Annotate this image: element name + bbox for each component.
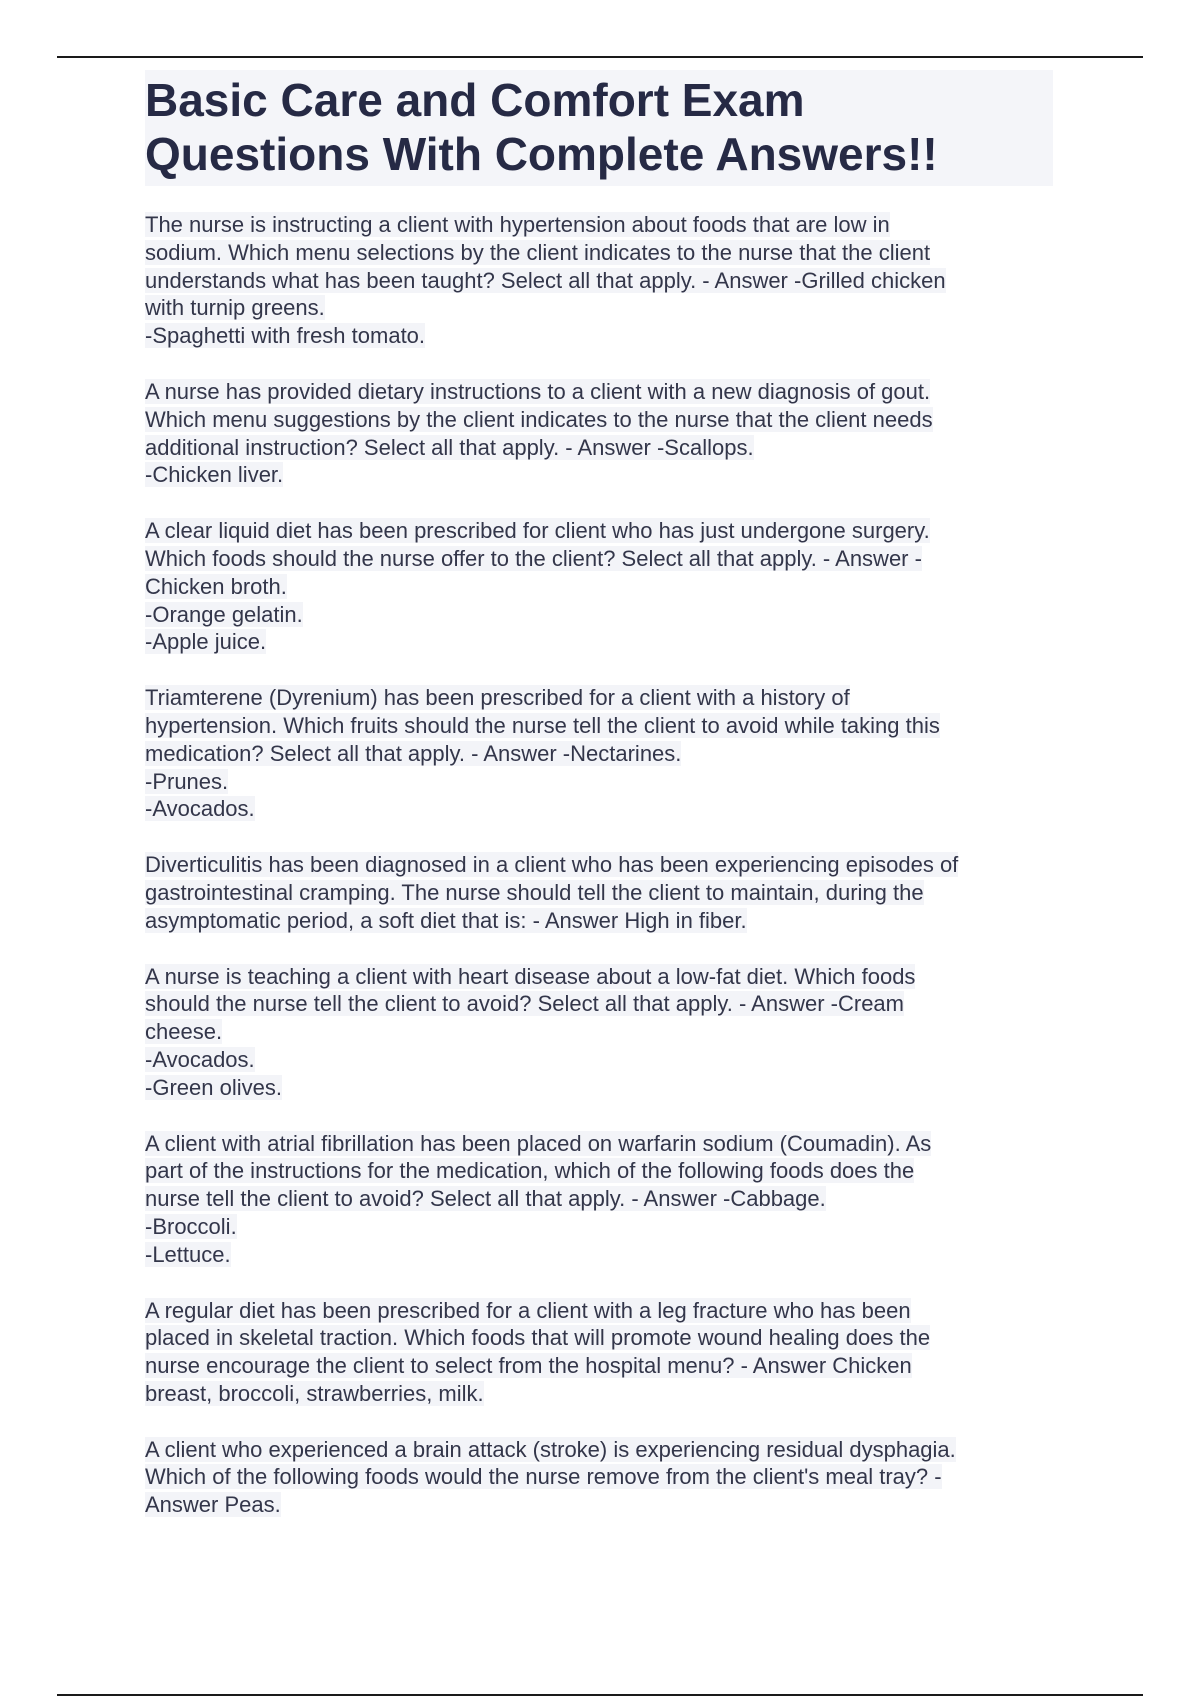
qa-line <box>145 1157 1055 1185</box>
qa-line-text: -Avocados. <box>145 1046 255 1072</box>
qa-line <box>145 1436 1055 1464</box>
qa-line-text: Answer Peas. <box>145 1492 281 1518</box>
qa-item <box>145 1297 1055 1408</box>
qa-item <box>145 517 1055 656</box>
qa-line <box>145 1185 1055 1213</box>
qa-item <box>145 378 1055 489</box>
qa-line <box>145 628 1055 656</box>
qa-line <box>145 1074 1055 1102</box>
qa-line-text: Chicken broth. <box>145 573 287 599</box>
qa-line-text: Which of the following foods would the nurse remove from the client's meal tray? - <box>145 1464 942 1490</box>
qa-line <box>145 461 1055 489</box>
qa-line-text: -Broccoli. <box>145 1213 237 1239</box>
qa-line <box>145 1352 1055 1380</box>
qa-line <box>145 768 1055 796</box>
qa-line-text: A nurse has provided dietary instructions to a client with a new diagnosis of gout. <box>145 378 931 404</box>
qa-line <box>145 517 1055 545</box>
qa-line-text: A regular diet has been prescribed for a client with a leg fracture who has been <box>145 1297 911 1323</box>
qa-line <box>145 1130 1055 1158</box>
qa-line-text: placed in skeletal traction. Which foods that will promote wound healing does the <box>145 1325 931 1351</box>
qa-item <box>145 684 1055 823</box>
qa-line <box>145 1380 1055 1408</box>
qa-line <box>145 1297 1055 1325</box>
document-body <box>145 70 1055 1547</box>
document-title <box>145 73 1053 181</box>
qa-line-text: understands what has been taught? Select all that apply. - Answer -Grilled chicken <box>145 267 946 293</box>
qa-line <box>145 239 1055 267</box>
qa-line-text: -Chicken liver. <box>145 462 284 488</box>
qa-line <box>145 545 1055 573</box>
title-block <box>145 70 1053 186</box>
qa-list <box>145 211 1055 1519</box>
qa-item <box>145 211 1055 350</box>
qa-line-text: Which foods should the nurse offer to the client? Select all that apply. - Answer - <box>145 545 922 571</box>
qa-line-text: -Apple juice. <box>145 629 267 655</box>
qa-line <box>145 1213 1055 1241</box>
qa-line-text: -Green olives. <box>145 1074 282 1100</box>
qa-line <box>145 1018 1055 1046</box>
qa-line-text: -Prunes. <box>145 768 229 794</box>
qa-line-text: nurse tell the client to avoid? Select all that apply. - Answer -Cabbage. <box>145 1186 826 1212</box>
qa-line-text: -Spaghetti with fresh tomato. <box>145 323 426 349</box>
qa-line <box>145 1491 1055 1519</box>
qa-line <box>145 406 1055 434</box>
qa-line <box>145 434 1055 462</box>
qa-line-text: Triamterene (Dyrenium) has been prescribed for a client with a history of <box>145 685 850 711</box>
qa-line-text: A client who experienced a brain attack (stroke) is experiencing residual dysphagia. <box>145 1436 956 1462</box>
qa-line-text: -Orange gelatin. <box>145 601 303 627</box>
qa-line <box>145 267 1055 295</box>
qa-line <box>145 684 1055 712</box>
qa-line-text: Which menu suggestions by the client indicates to the nurse that the client needs <box>145 406 933 432</box>
qa-line-text: should the nurse tell the client to avoid? Select all that apply. - Answer -Cream <box>145 991 904 1017</box>
qa-line <box>145 1463 1055 1491</box>
qa-line <box>145 907 1055 935</box>
qa-line <box>145 601 1055 629</box>
qa-line <box>145 1324 1055 1352</box>
qa-line <box>145 851 1055 879</box>
qa-line-text: medication? Select all that apply. - Answer -Nectarines. <box>145 740 682 766</box>
qa-line-text: The nurse is instructing a client with hypertension about foods that are low in <box>145 212 890 237</box>
qa-item <box>145 851 1055 934</box>
qa-line-text: Diverticulitis has been diagnosed in a client who has been experiencing episodes of <box>145 852 959 878</box>
qa-line-text: additional instruction? Select all that apply. - Answer -Scallops. <box>145 434 754 460</box>
footer-rule <box>57 1694 1143 1696</box>
qa-line <box>145 378 1055 406</box>
qa-line <box>145 990 1055 1018</box>
qa-line-text: cheese. <box>145 1019 223 1045</box>
qa-item <box>145 1436 1055 1519</box>
qa-line <box>145 795 1055 823</box>
qa-item <box>145 1130 1055 1269</box>
qa-line <box>145 294 1055 322</box>
qa-item <box>145 963 1055 1102</box>
qa-line-text: asymptomatic period, a soft diet that is: - Answer High in fiber. <box>145 907 747 933</box>
qa-line-text: hypertension. Which fruits should the nurse tell the client to avoid while taking this <box>145 712 940 738</box>
qa-line <box>145 740 1055 768</box>
qa-line-text: A clear liquid diet has been prescribed for client who has just undergone surgery. <box>145 518 930 544</box>
qa-line-text: nurse encourage the client to select from the hospital menu? - Answer Chicken <box>145 1353 912 1379</box>
qa-line-text: -Avocados. <box>145 796 255 822</box>
qa-line-text: gastrointestinal cramping. The nurse should tell the client to maintain, during the <box>145 879 924 905</box>
qa-line-text: breast, broccoli, strawberries, milk. <box>145 1380 484 1406</box>
header-rule <box>57 56 1143 58</box>
qa-line <box>145 211 1055 239</box>
qa-line <box>145 963 1055 991</box>
qa-line-text: -Lettuce. <box>145 1241 231 1267</box>
qa-line <box>145 1241 1055 1269</box>
qa-line <box>145 322 1055 350</box>
qa-line <box>145 573 1055 601</box>
qa-line-text: sodium. Which menu selections by the client indicates to the nurse that the client <box>145 239 931 265</box>
qa-line-text: with turnip greens. <box>145 295 325 321</box>
title-line-1: Basic Care and Comfort Exam <box>145 74 805 126</box>
qa-line <box>145 1046 1055 1074</box>
qa-line <box>145 879 1055 907</box>
qa-line <box>145 712 1055 740</box>
qa-line-text: part of the instructions for the medication, which of the following foods does the <box>145 1158 915 1184</box>
qa-line-text: A client with atrial fibrillation has been placed on warfarin sodium (Coumadin). As <box>145 1130 932 1156</box>
title-line-2: Questions With Complete Answers!! <box>145 128 938 180</box>
qa-line-text: A nurse is teaching a client with heart disease about a low-fat diet. Which foods <box>145 963 916 989</box>
